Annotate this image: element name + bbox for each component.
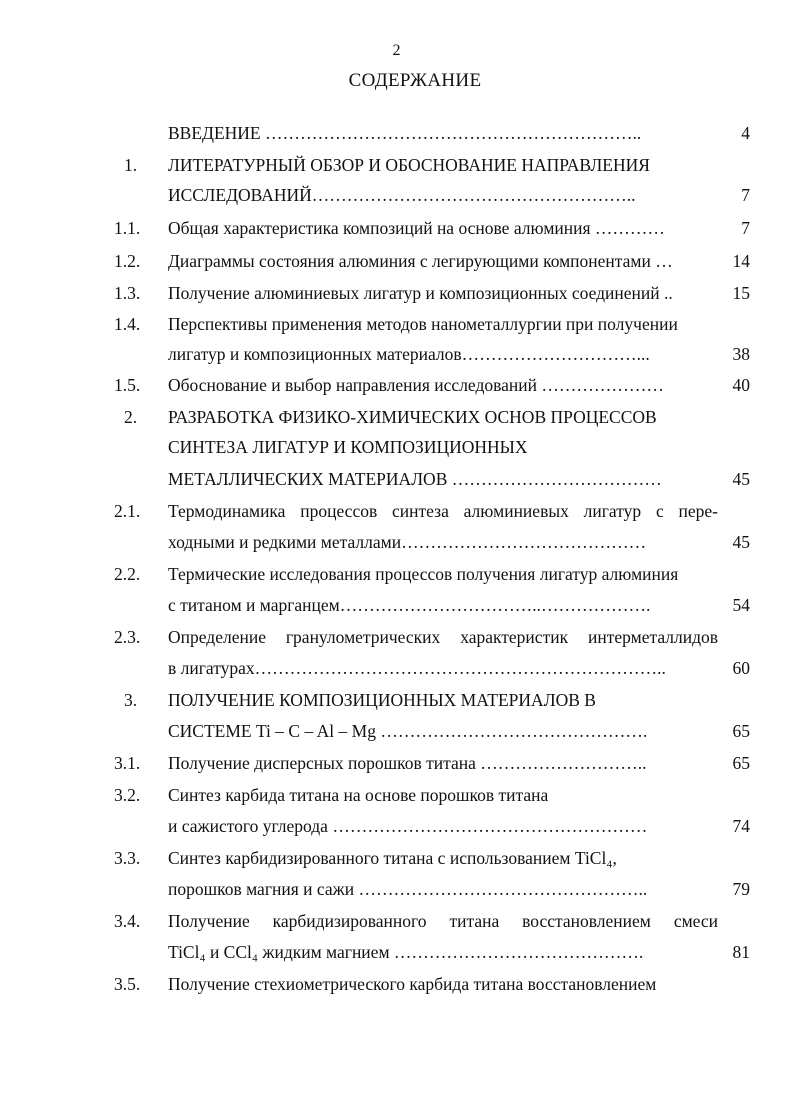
toc-entry-page: 40: [732, 375, 750, 395]
toc-entry: [0, 687, 793, 713]
toc-entry-text: Перспективы применения методов нанометаллургии при получении: [168, 314, 678, 334]
toc-entry-number: 2.: [124, 407, 138, 427]
toc-entry-page: 14: [732, 251, 750, 271]
toc-entry-page: 45: [732, 469, 750, 489]
toc-entry-number: 2.3.: [114, 627, 141, 647]
toc-entry: [0, 655, 793, 681]
toc-entry-text: РАЗРАБОТКА ФИЗИКО-ХИМИЧЕСКИХ ОСНОВ ПРОЦЕССОВ: [168, 407, 657, 427]
toc-entry: [0, 434, 793, 460]
toc-entry-text: СИНТЕЗА ЛИГАТУР И КОМПОЗИЦИОННЫХ: [168, 437, 528, 457]
toc-entry: [0, 248, 793, 274]
toc-entry-text: Термические исследования процессов получения лигатур алюминия: [168, 564, 679, 584]
toc-entry: [0, 845, 793, 871]
toc-entry: [0, 750, 793, 776]
toc-entry: [0, 182, 793, 208]
toc-entry: [0, 529, 793, 555]
toc-entry-page: 38: [732, 344, 750, 364]
toc-entry-number: 1.1.: [114, 218, 141, 238]
toc-entry-text: Определение гранулометрических характеристик интерметаллидов: [168, 627, 718, 647]
toc-entry: [0, 311, 793, 337]
toc-entry-text: Общая характеристика композиций на основе алюминия …………: [168, 218, 665, 238]
toc-entry-number: 1.4.: [114, 314, 141, 334]
toc-entry: [0, 561, 793, 587]
toc-entry-text: Термодинамика процессов синтеза алюминиевых лигатур с пере-: [168, 501, 718, 521]
toc-entry-number: 1.: [124, 155, 138, 175]
toc-entry: [0, 782, 793, 808]
toc-entry-number: 3.: [124, 690, 138, 710]
toc-entry-text: СИСТЕМЕ Ti – C – Al – Mg ……………………………………….: [168, 721, 648, 741]
toc-entry-text: лигатур и композиционных материалов…………………………...: [168, 344, 650, 364]
toc-entry: [0, 280, 793, 306]
toc-entry: [0, 404, 793, 430]
toc-entry-page: 15: [732, 283, 750, 303]
toc-entry-number: 3.4.: [114, 911, 141, 931]
toc-entry: [0, 498, 793, 524]
toc-entry-text: Получение карбидизированного титана восстановлением смеси: [168, 911, 718, 931]
toc-entry-text: Синтез карбидизированного титана с использованием TiCl₄,: [168, 848, 617, 868]
toc-entry-page: 65: [732, 753, 750, 773]
toc-entry-text: ходными и редкими металлами……………………………………: [168, 532, 647, 552]
page-number: 2: [392, 42, 401, 59]
toc-entry-number: 2.2.: [114, 564, 141, 584]
toc-entry-page: 54: [732, 595, 750, 615]
toc-entry-number: 3.5.: [114, 974, 141, 994]
toc-entry-text: ПОЛУЧЕНИЕ КОМПОЗИЦИОННЫХ МАТЕРИАЛОВ В: [168, 690, 596, 710]
toc-entry-page: 4: [741, 123, 750, 143]
toc-entry-page: 79: [732, 879, 750, 899]
toc-entry: [0, 971, 793, 997]
toc-entry: [0, 120, 793, 146]
toc-entry-text: МЕТАЛЛИЧЕСКИХ МАТЕРИАЛОВ ………………………………: [168, 469, 662, 489]
toc-entry-text: Диаграммы состояния алюминия с легирующими компонентами …: [168, 251, 673, 271]
toc-entry-text: ЛИТЕРАТУРНЫЙ ОБЗОР И ОБОСНОВАНИЕ НАПРАВЛЕНИЯ: [168, 155, 650, 175]
toc-entry-text: с титаном и марганцем……………………………..……………….: [168, 595, 651, 615]
toc-entry-page: 74: [732, 816, 750, 836]
toc-entry: [0, 466, 793, 492]
toc-entry: [0, 341, 793, 367]
toc-entry-text: ВВЕДЕНИЕ ………………………………………………………..: [168, 123, 642, 143]
toc-entry-text: TiCl₄ и CCl₄ жидким магнием …………………………………….: [168, 942, 644, 962]
toc-entry-page: 45: [732, 532, 750, 552]
toc-entry-page: 81: [732, 942, 750, 962]
toc-entry-number: 1.5.: [114, 375, 141, 395]
toc-entry-text: Получение алюминиевых лигатур и композиционных соединений ..: [168, 283, 673, 303]
toc-entry-text: Получение стехиометрического карбида титана восстановлением: [168, 974, 657, 994]
toc-entry: [0, 876, 793, 902]
toc-entry: [0, 718, 793, 744]
toc-entry: [0, 592, 793, 618]
toc-entry-page: 60: [732, 658, 750, 678]
toc-entry-page: 7: [741, 218, 750, 238]
toc-entry-number: 1.3.: [114, 283, 141, 303]
toc-entry-text: в лигатурах……………………………………………………………..: [168, 658, 666, 678]
toc-entry-text: и сажистого углерода ………………………………………………: [168, 816, 648, 836]
toc-entry-number: 3.1.: [114, 753, 141, 773]
toc-entry: [0, 939, 793, 965]
toc-entry: [0, 908, 793, 934]
toc-entry-number: 3.3.: [114, 848, 141, 868]
toc-entry-number: 2.1.: [114, 501, 141, 521]
toc-entry: [0, 152, 793, 178]
toc-entry-number: 3.2.: [114, 785, 141, 805]
toc-entry: [0, 372, 793, 398]
page-title: СОДЕРЖАНИЕ: [348, 70, 482, 91]
toc-entry: [0, 813, 793, 839]
toc-entry-text: порошков магния и сажи …………………………………………..: [168, 879, 648, 899]
toc-entry-text: ИССЛЕДОВАНИЙ………………………………………………..: [168, 185, 636, 205]
toc-entry-text: Получение дисперсных порошков титана ………………………..: [168, 753, 647, 773]
toc-entry-page: 7: [741, 185, 750, 205]
toc-entry-page: 65: [732, 721, 750, 741]
toc-entry: [0, 215, 793, 241]
toc-entry: [0, 624, 793, 650]
toc-entry-text: Синтез карбида титана на основе порошков титана: [168, 785, 549, 805]
toc-entry-text: Обоснование и выбор направления исследований …………………: [168, 375, 664, 395]
toc-entry-number: 1.2.: [114, 251, 141, 271]
